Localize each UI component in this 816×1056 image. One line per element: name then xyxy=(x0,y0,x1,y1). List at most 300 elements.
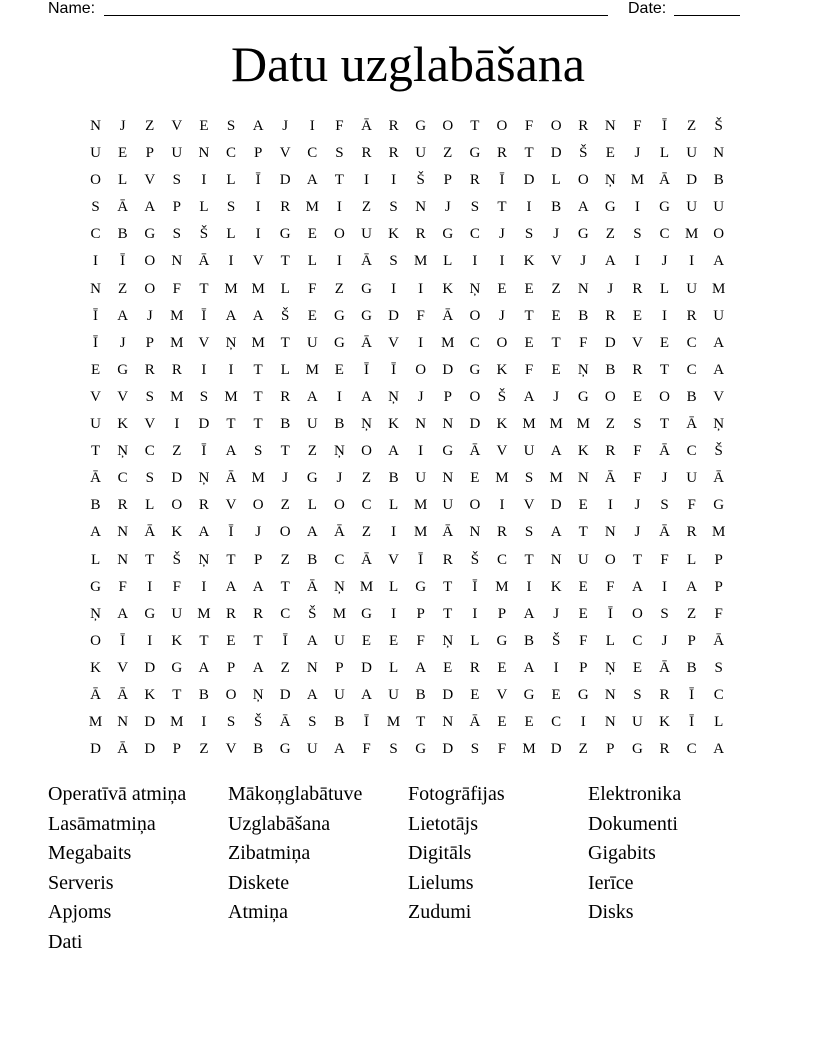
grid-letter: D xyxy=(361,659,372,676)
grid-letter: O xyxy=(144,280,156,297)
grid-letter: R xyxy=(442,551,453,568)
grid-letter: S xyxy=(335,145,344,162)
grid-row xyxy=(82,221,732,248)
grid-letter: D xyxy=(144,741,156,758)
grid-letter: U xyxy=(713,307,725,324)
grid-row xyxy=(82,384,732,411)
grid-letter: G xyxy=(523,686,535,703)
grid-letter: I xyxy=(689,253,695,270)
grid-letter: O xyxy=(225,686,237,703)
grid-letter: B xyxy=(388,470,399,487)
grid-letter: A xyxy=(306,524,318,541)
grid-letter: U xyxy=(713,199,725,216)
grid-letter: T xyxy=(280,253,290,270)
grid-row xyxy=(82,574,732,601)
grid-letter: N xyxy=(171,253,183,270)
grid-letter: Z xyxy=(605,226,615,243)
grid-letter: M xyxy=(712,524,726,541)
grid-letter: J xyxy=(282,118,289,134)
grid-letter: Z xyxy=(145,118,155,134)
grid-letter: E xyxy=(524,334,534,351)
grid-letter: M xyxy=(170,388,184,405)
grid-letter: Z xyxy=(687,118,697,134)
grid-letter: Z xyxy=(118,280,128,297)
grid-letter: F xyxy=(308,280,317,297)
grid-letter: F xyxy=(633,118,642,134)
grid-letter: T xyxy=(524,307,534,324)
grid-letter: O xyxy=(496,334,508,351)
grid-letter: B xyxy=(686,659,697,676)
grid-letter: Ņ xyxy=(577,361,589,378)
grid-letter: T xyxy=(470,118,480,134)
grid-letter: E xyxy=(551,686,561,703)
grid-letter: C xyxy=(686,741,697,758)
grid-letter: L xyxy=(226,226,236,243)
grid-letter: G xyxy=(604,199,616,216)
grid-letter: Ā xyxy=(306,578,318,595)
grid-letter: G xyxy=(659,199,670,216)
grid-letter: C xyxy=(307,145,318,162)
grid-letter: G xyxy=(361,307,372,324)
grid-letter: R xyxy=(469,172,480,189)
grid-letter: I xyxy=(228,361,234,378)
word-list-item: Operatīvā atmiņa xyxy=(48,783,187,805)
grid-letter: Ā xyxy=(361,118,372,134)
grid-letter: Ī xyxy=(282,632,288,649)
grid-letter: A xyxy=(523,605,535,622)
grid-letter: B xyxy=(280,416,291,433)
grid-letter: V xyxy=(632,334,643,351)
grid-letter: Ī xyxy=(499,172,505,189)
grid-letter: U xyxy=(686,199,698,216)
word-list-item: Disks xyxy=(588,901,634,923)
grid-letter: V xyxy=(388,551,399,568)
grid-letter: A xyxy=(713,361,725,378)
grid-letter: Z xyxy=(172,443,182,460)
grid-letter: G xyxy=(144,226,156,243)
grid-letter: T xyxy=(659,416,670,433)
grid-letter: M xyxy=(170,307,184,324)
grid-letter: D xyxy=(144,714,156,731)
word-list-item: Lietotājs xyxy=(408,812,478,835)
grid-letter: M xyxy=(359,578,374,595)
grid-letter: M xyxy=(630,172,645,189)
grid-letter: E xyxy=(118,145,128,162)
grid-letter: P xyxy=(714,551,723,568)
grid-letter: M xyxy=(197,605,211,622)
grid-letter: D xyxy=(442,361,454,378)
grid-letter: G xyxy=(90,578,101,595)
grid-letter: A xyxy=(252,118,264,134)
grid-letter: V xyxy=(550,253,562,270)
grid-letter: T xyxy=(280,443,290,460)
grid-letter: V xyxy=(252,253,264,270)
grid-letter: P xyxy=(172,199,181,216)
grid-letter: Ņ xyxy=(333,443,345,460)
grid-letter: B xyxy=(524,632,535,649)
grid-letter: Ī xyxy=(201,307,207,324)
grid-letter: Ņ xyxy=(361,416,372,433)
grid-letter: D xyxy=(198,416,210,433)
word-list-item: Zudumi xyxy=(408,901,472,923)
grid-letter: N xyxy=(469,524,481,541)
grid-row xyxy=(82,357,732,384)
grid-letter: V xyxy=(225,741,237,758)
grid-letter: S xyxy=(226,199,236,216)
grid-letter: U xyxy=(306,334,318,351)
grid-row xyxy=(82,465,732,492)
grid-letter: Š xyxy=(714,118,723,134)
grid-letter: E xyxy=(632,388,642,405)
grid-letter: L xyxy=(199,199,209,216)
grid-letter: N xyxy=(604,524,616,541)
grid-row xyxy=(82,655,732,682)
grid-letter: E xyxy=(497,280,507,297)
grid-letter: A xyxy=(333,741,345,758)
grid-letter: R xyxy=(361,145,372,162)
grid-letter: J xyxy=(661,253,668,270)
grid-letter: Z xyxy=(361,470,372,487)
grid-letter: U xyxy=(632,714,643,731)
grid-letter: S xyxy=(226,714,236,731)
grid-letter: G xyxy=(333,307,345,324)
grid-letter: I xyxy=(526,199,532,216)
grid-letter: C xyxy=(496,551,507,568)
grid-letter: G xyxy=(469,361,481,378)
grid-letter: O xyxy=(604,551,616,568)
grid-letter: T xyxy=(145,551,155,568)
word-list-item: Mākoņglabātuve xyxy=(228,783,363,805)
grid-letter: M xyxy=(224,280,238,297)
grid-letter: L xyxy=(280,280,290,297)
grid-letter: L xyxy=(307,253,317,270)
grid-letter: I xyxy=(201,361,207,378)
grid-letter: E xyxy=(307,307,317,324)
grid-letter: J xyxy=(580,253,587,270)
grid-letter: B xyxy=(605,361,616,378)
grid-letter: T xyxy=(226,551,236,568)
grid-letter: E xyxy=(226,632,236,649)
grid-letter: Z xyxy=(687,605,697,622)
grid-letter: R xyxy=(632,361,643,378)
grid-letter: L xyxy=(659,280,670,297)
grid-letter: F xyxy=(416,632,425,649)
grid-letter: I xyxy=(255,199,261,216)
grid-letter: G xyxy=(577,388,589,405)
grid-letter: I xyxy=(607,497,613,514)
grid-letter: Ā xyxy=(659,172,670,189)
grid-letter: C xyxy=(117,470,128,487)
grid-letter: Š xyxy=(281,307,290,324)
grid-row xyxy=(82,330,732,357)
grid-letter: A xyxy=(198,524,210,541)
grid-letter: A xyxy=(550,443,562,460)
grid-letter: E xyxy=(524,280,534,297)
grid-letter: K xyxy=(577,443,589,460)
grid-letter: R xyxy=(415,226,426,243)
grid-letter: Z xyxy=(443,145,453,162)
grid-letter: O xyxy=(90,172,101,189)
grid-letter: Ā xyxy=(144,524,156,541)
grid-letter: A xyxy=(252,307,264,324)
grid-letter: B xyxy=(686,388,697,405)
grid-letter: Ā xyxy=(713,632,725,649)
grid-letter: G xyxy=(577,686,589,703)
grid-letter: K xyxy=(550,578,562,595)
word-list-item: Atmiņa xyxy=(228,901,288,923)
grid-letter: F xyxy=(524,118,534,134)
grid-letter: Ā xyxy=(279,714,291,731)
grid-letter: F xyxy=(416,307,425,324)
grid-letter: Ņ xyxy=(225,334,237,351)
grid-letter: C xyxy=(90,226,101,243)
grid-letter: S xyxy=(633,226,642,243)
grid-letter: T xyxy=(280,334,290,351)
grid-letter: Z xyxy=(334,280,344,297)
grid-letter: Ā xyxy=(659,443,670,460)
grid-letter: V xyxy=(144,172,156,189)
grid-letter: G xyxy=(279,741,291,758)
grid-letter: T xyxy=(578,524,588,541)
grid-letter: M xyxy=(414,253,428,270)
grid-letter: U xyxy=(90,145,101,162)
grid-letter: Ā xyxy=(713,470,725,487)
grid-letter: G xyxy=(117,361,129,378)
grid-letter: J xyxy=(634,145,641,162)
grid-letter: J xyxy=(634,497,641,514)
grid-letter: Ī xyxy=(418,551,424,568)
grid-letter: R xyxy=(144,361,155,378)
grid-letter: E xyxy=(659,334,670,351)
grid-letter: A xyxy=(713,334,725,351)
grid-letter: A xyxy=(90,524,101,541)
grid-letter: B xyxy=(578,307,589,324)
grid-letter: Ī xyxy=(255,172,261,189)
grid-letter: R xyxy=(198,497,209,514)
grid-letter: K xyxy=(496,416,508,433)
grid-letter: M xyxy=(549,416,563,433)
grid-letter: Ī xyxy=(228,524,234,541)
grid-letter: R xyxy=(388,145,399,162)
grid-letter: L xyxy=(605,632,615,649)
grid-letter: C xyxy=(551,714,562,731)
grid-letter: N xyxy=(442,470,454,487)
grid-letter: Ā xyxy=(225,470,237,487)
grid-letter: Ņ xyxy=(333,578,345,595)
grid-letter: E xyxy=(578,578,588,595)
grid-letter: G xyxy=(632,741,643,758)
grid-letter: C xyxy=(334,551,345,568)
word-list-item: Diskete xyxy=(228,871,290,894)
grid-row xyxy=(82,709,732,736)
grid-letter: A xyxy=(252,578,264,595)
grid-letter: U xyxy=(686,145,698,162)
grid-letter: T xyxy=(199,632,209,649)
grid-letter: E xyxy=(470,686,480,703)
grid-letter: A xyxy=(713,741,725,758)
grid-letter: N xyxy=(90,118,101,134)
grid-letter: R xyxy=(659,686,670,703)
grid-letter: Ī xyxy=(607,605,613,622)
grid-letter: L xyxy=(470,632,480,649)
grid-letter: I xyxy=(499,253,505,270)
grid-letter: S xyxy=(470,741,480,758)
grid-letter: I xyxy=(147,632,153,649)
grid-letter: L xyxy=(388,578,399,595)
word-list xyxy=(48,780,768,957)
grid-letter: N xyxy=(442,416,454,433)
grid-letter: Ņ xyxy=(442,632,454,649)
grid-letter: I xyxy=(526,578,532,595)
grid-letter: N xyxy=(415,416,427,433)
grid-letter: D xyxy=(469,416,481,433)
grid-letter: A xyxy=(144,199,156,216)
grid-letter: Z xyxy=(361,524,372,541)
grid-letter: P xyxy=(172,741,181,758)
grid-letter: N xyxy=(198,145,210,162)
grid-letter: T xyxy=(497,199,507,216)
grid-letter: I xyxy=(391,524,397,541)
grid-letter: A xyxy=(306,388,318,405)
grid-letter: S xyxy=(91,199,100,216)
grid-letter: E xyxy=(524,714,534,731)
grid-letter: S xyxy=(389,253,398,270)
grid-letter: L xyxy=(307,497,317,514)
grid-letter: P xyxy=(443,172,452,189)
grid-letter: O xyxy=(361,443,372,460)
grid-letter: I xyxy=(553,659,559,676)
grid-letter: C xyxy=(144,443,155,460)
grid-letter: V xyxy=(388,334,399,351)
grid-letter: E xyxy=(90,361,101,378)
grid-letter: S xyxy=(389,741,398,758)
grid-letter: J xyxy=(444,199,451,216)
grid-letter: M xyxy=(414,497,428,514)
grid-letter: G xyxy=(279,226,291,243)
grid-letter: R xyxy=(388,118,399,134)
grid-letter: E xyxy=(578,497,588,514)
grid-letter: A xyxy=(686,578,698,595)
grid-letter: V xyxy=(496,443,508,460)
grid-letter: F xyxy=(633,470,642,487)
grid-letter: D xyxy=(442,686,454,703)
grid-letter: Ī xyxy=(689,686,695,703)
grid-row xyxy=(82,628,732,655)
grid-letter: T xyxy=(199,280,209,297)
grid-letter: Ā xyxy=(442,307,454,324)
grid-letter: Ā xyxy=(333,524,345,541)
grid-letter: A xyxy=(306,632,318,649)
grid-letter: L xyxy=(659,145,670,162)
grid-letter: E xyxy=(199,118,209,134)
grid-letter: S xyxy=(389,199,398,216)
grid-letter: E xyxy=(578,605,588,622)
grid-letter: I xyxy=(336,388,342,405)
grid-row xyxy=(82,167,732,194)
grid-letter: J xyxy=(553,388,560,405)
word-list-item: Ierīce xyxy=(588,871,634,894)
grid-letter: F xyxy=(606,578,615,595)
grid-letter: T xyxy=(253,632,263,649)
grid-letter: B xyxy=(334,714,345,731)
grid-letter: F xyxy=(687,497,696,514)
grid-letter: Ī xyxy=(120,632,126,649)
grid-letter: D xyxy=(550,497,562,514)
grid-letter: A xyxy=(117,605,129,622)
grid-letter: Ņ xyxy=(388,388,399,405)
grid-letter: P xyxy=(226,659,236,676)
grid-letter: P xyxy=(253,551,263,568)
grid-letter: K xyxy=(171,632,183,649)
header xyxy=(48,0,748,20)
grid-letter: O xyxy=(90,632,101,649)
grid-letter: B xyxy=(307,551,318,568)
grid-letter: V xyxy=(523,497,535,514)
grid-letter: Ņ xyxy=(604,659,616,676)
grid-letter: Š xyxy=(551,632,561,649)
grid-letter: Ā xyxy=(469,443,481,460)
grid-letter: B xyxy=(713,172,724,189)
grid-letter: A xyxy=(388,443,399,460)
grid-letter: I xyxy=(634,253,640,270)
grid-letter: Ņ xyxy=(252,686,264,703)
name-blank-line xyxy=(104,15,608,16)
grid-letter: B xyxy=(198,686,209,703)
grid-letter: G xyxy=(442,226,454,243)
grid-letter: E xyxy=(632,659,642,676)
grid-letter: Ī xyxy=(472,578,478,595)
grid-letter: D xyxy=(604,334,616,351)
grid-letter: Š xyxy=(470,551,480,568)
grid-letter: M xyxy=(251,334,265,351)
grid-letter: S xyxy=(308,714,317,731)
grid-letter: J xyxy=(336,470,343,487)
grid-letter: I xyxy=(634,199,640,216)
grid-letter: I xyxy=(147,578,153,595)
grid-letter: L xyxy=(388,659,399,676)
grid-letter: C xyxy=(686,334,697,351)
grid-row xyxy=(82,492,732,519)
grid-letter: K xyxy=(523,253,535,270)
grid-letter: T xyxy=(172,686,182,703)
grid-letter: M xyxy=(495,470,509,487)
grid-letter: R xyxy=(469,659,480,676)
grid-letter: R xyxy=(605,307,616,324)
grid-letter: I xyxy=(255,226,261,243)
name-label: Name: xyxy=(48,0,96,17)
grid-letter: U xyxy=(442,497,454,514)
grid-letter: N xyxy=(577,280,589,297)
grid-row xyxy=(82,113,732,140)
word-list-item: Zibatmiņa xyxy=(228,842,311,864)
grid-letter: E xyxy=(307,226,317,243)
grid-letter: D xyxy=(442,741,454,758)
grid-letter: N xyxy=(604,118,616,134)
grid-letter: G xyxy=(577,226,589,243)
grid-letter: E xyxy=(443,659,453,676)
grid-letter: S xyxy=(633,416,642,433)
grid-letter: I xyxy=(336,253,342,270)
grid-letter: P xyxy=(145,334,154,351)
grid-letter: R xyxy=(226,605,237,622)
word-list-item: Digitāls xyxy=(408,842,472,864)
word-list-item: Elektronika xyxy=(588,783,682,805)
grid-letter: M xyxy=(88,714,103,731)
word-list-item: Lielums xyxy=(408,871,474,894)
grid-letter: K xyxy=(388,226,399,243)
grid-letter: A xyxy=(550,524,562,541)
grid-letter: I xyxy=(580,714,586,731)
